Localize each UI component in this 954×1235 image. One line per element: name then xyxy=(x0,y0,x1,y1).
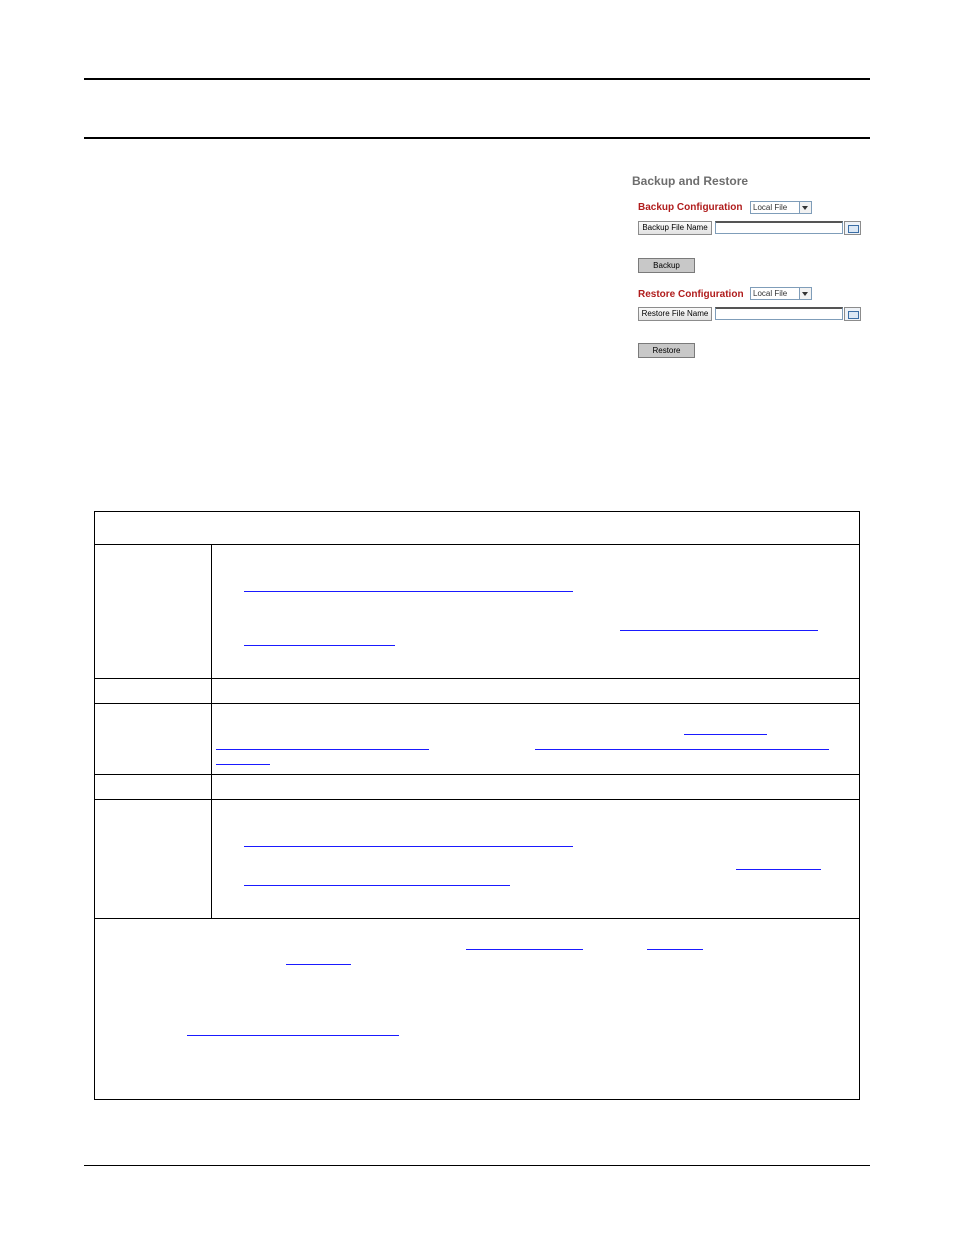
backup-file-name-button[interactable]: Backup File Name xyxy=(638,221,712,235)
link-underline[interactable] xyxy=(466,949,583,950)
table-row-divider xyxy=(95,799,859,800)
link-underline[interactable] xyxy=(535,749,829,750)
backup-configuration-label: Backup Configuration xyxy=(638,202,743,213)
link-underline[interactable] xyxy=(244,645,395,646)
restore-button[interactable]: Restore xyxy=(638,343,695,358)
chevron-down-icon xyxy=(799,202,811,213)
table-column-divider xyxy=(211,544,212,918)
link-underline[interactable] xyxy=(684,734,767,735)
panel-title: Backup and Restore xyxy=(632,174,749,188)
chevron-down-icon xyxy=(799,288,811,299)
header-rule-bottom xyxy=(84,137,870,139)
table-row-divider xyxy=(95,918,859,919)
backup-source-value: Local File xyxy=(753,203,788,212)
header-rule-top xyxy=(84,78,870,80)
footer-rule xyxy=(84,1165,870,1166)
backup-source-select[interactable] xyxy=(750,201,812,214)
folder-icon xyxy=(848,225,859,233)
restore-configuration-label: Restore Configuration xyxy=(638,289,744,300)
folder-icon xyxy=(848,311,859,319)
link-underline[interactable] xyxy=(244,846,573,847)
backup-file-name-input[interactable] xyxy=(715,221,843,234)
link-underline[interactable] xyxy=(216,749,429,750)
link-underline[interactable] xyxy=(286,964,351,965)
table-row-divider xyxy=(95,774,859,775)
restore-file-name-input[interactable] xyxy=(715,307,843,320)
parameter-table xyxy=(94,511,860,1100)
link-underline[interactable] xyxy=(647,949,703,950)
backup-restore-panel xyxy=(631,172,871,372)
link-underline[interactable] xyxy=(620,630,818,631)
link-underline[interactable] xyxy=(216,764,270,765)
restore-source-value: Local File xyxy=(753,289,788,298)
table-row-divider xyxy=(95,544,859,545)
link-underline[interactable] xyxy=(244,591,573,592)
backup-browse-button[interactable] xyxy=(844,221,861,235)
restore-file-name-button[interactable]: Restore File Name xyxy=(638,307,712,321)
link-underline[interactable] xyxy=(244,885,510,886)
link-underline[interactable] xyxy=(187,1035,399,1036)
link-underline[interactable] xyxy=(736,869,821,870)
restore-browse-button[interactable] xyxy=(844,307,861,321)
restore-source-select[interactable] xyxy=(750,287,812,300)
backup-button[interactable]: Backup xyxy=(638,258,695,273)
table-row-divider xyxy=(95,703,859,704)
table-row-divider xyxy=(95,678,859,679)
